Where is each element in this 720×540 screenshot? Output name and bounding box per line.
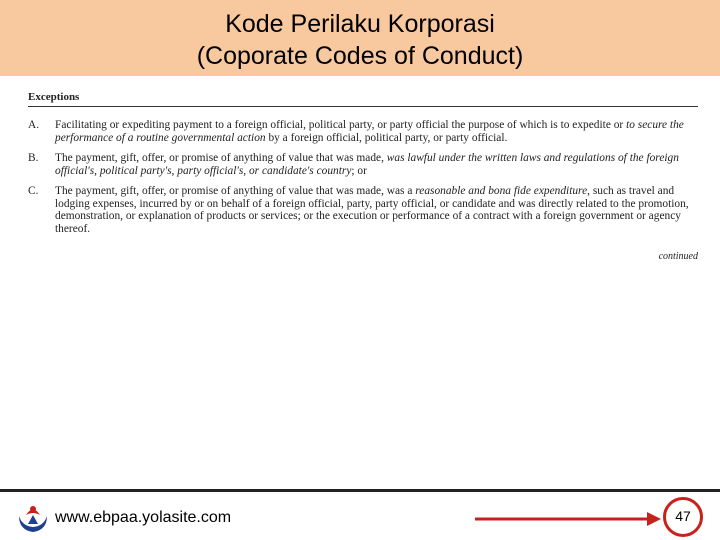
item-text-italic: was lawful under the written laws and regulations of the foreign official's, political party's, party official's, or candidate's country: [55, 152, 679, 177]
section-divider: [28, 106, 698, 107]
item-text: [55, 119, 703, 144]
item-text-part: ; or: [351, 164, 367, 177]
item-letter: B.: [28, 152, 39, 164]
ebpaa-logo-icon: [16, 502, 50, 534]
item-text-italic: reasonable and bona fide expenditure: [415, 185, 588, 197]
item-text: [55, 185, 703, 235]
section-title: Exceptions: [28, 91, 80, 103]
item-text-italic: to secure the performance of a routine governmental action: [55, 119, 684, 144]
document-excerpt: [28, 90, 698, 262]
item-text-part: The payment, gift, offer, or promise of anything of value that was made,: [55, 152, 387, 164]
item-letter: C.: [28, 185, 39, 197]
item-text-part: The payment, gift, offer, or promise of anything of value that was made, was a: [55, 185, 416, 197]
slide-title-line1: Kode Perilaku Korporasi: [225, 10, 495, 38]
slide-title-line2: (Coporate Codes of Conduct): [196, 42, 524, 70]
right-arrow-icon: [473, 509, 663, 529]
footer-divider: [0, 489, 720, 492]
continued-label: continued: [658, 251, 698, 262]
item-letter: A.: [28, 119, 40, 131]
item-text: [55, 152, 703, 177]
page-number-badge: 47: [663, 497, 703, 537]
item-text-part: by a foreign official, political party, or party official.: [265, 131, 508, 144]
slide-header: [0, 0, 720, 76]
footer-url[interactable]: www.ebpaa.yolasite.com: [55, 509, 232, 526]
item-text-part: Facilitating or expediting payment to a foreign official, political party, or party official the purpose of which is to expedite or: [55, 119, 627, 131]
item-text-part: , such as travel and lodging expenses, incurred by or on behalf of a foreign official, party, party official, or candidate and was directly related to the promotion, demonstration, or explanation of products or services; or the execution or performance of a contract with a foreign government or agency thereof.: [55, 185, 689, 235]
